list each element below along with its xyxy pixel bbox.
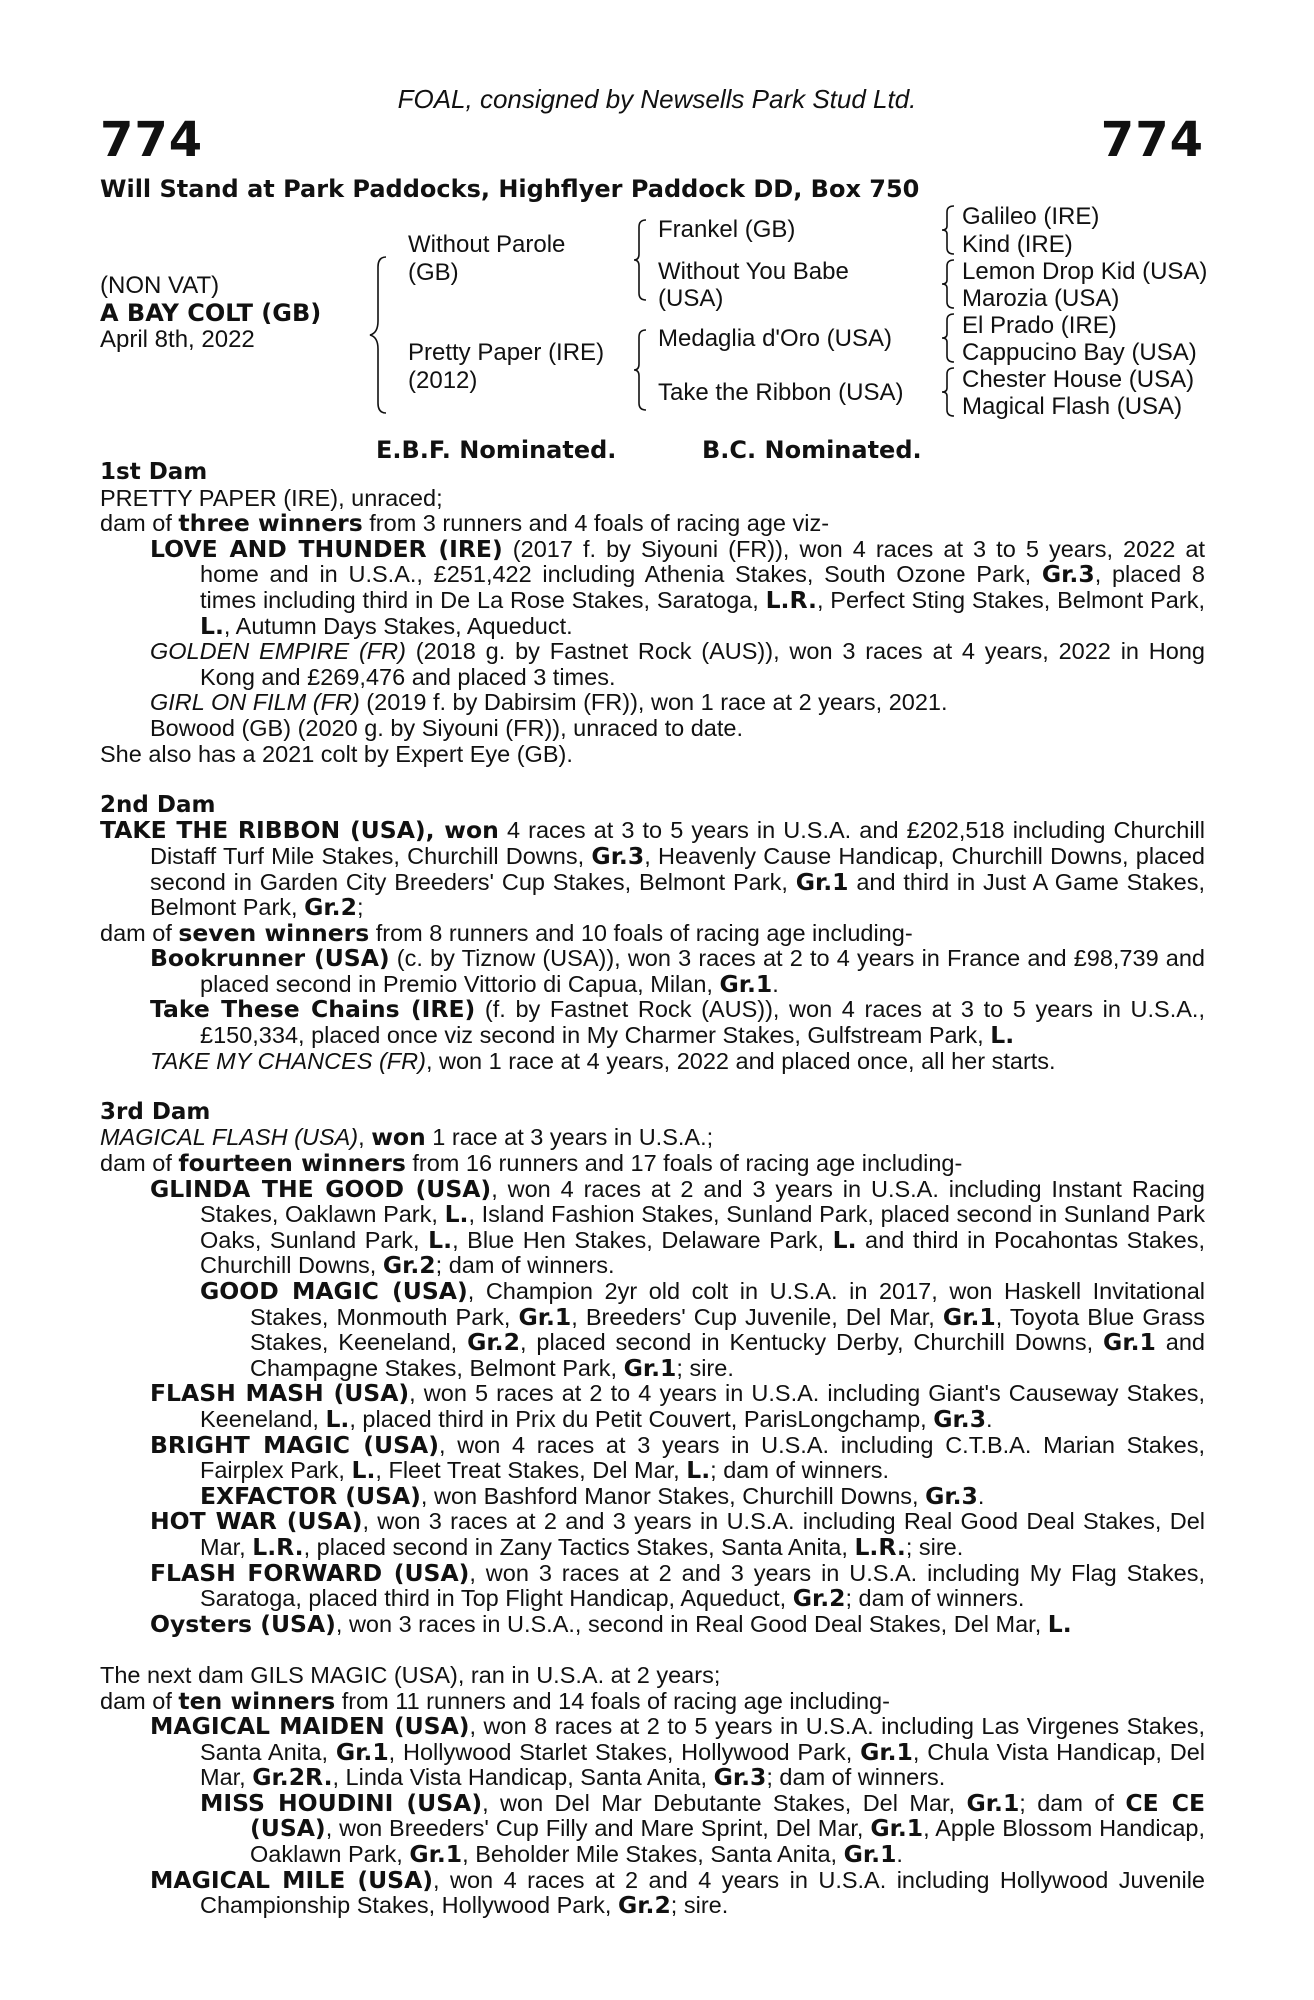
sire: Without Parole <box>408 231 566 258</box>
bc-nomination: B.C. Nominated. <box>702 436 922 464</box>
produce-entry: TAKE MY CHANCES (FR), won 1 race at 4 years, 2022 and placed once, all her starts. <box>150 1047 1056 1074</box>
produce-entry: EXFACTOR (USA), won Bashford Manor Stakes, Churchill Downs, Gr.3. <box>200 1481 985 1510</box>
produce-entry: FLASH MASH (USA), won 5 races at 2 to 4 years in U.S.A. including Giant's Causeway Stakes, Keeneland, L., placed third in Prix du Petit Couvert, ParisLongchamp, Gr.3. <box>150 1379 1205 1433</box>
brace-g34 <box>940 258 956 310</box>
produce-entry: HOT WAR (USA), won 3 races at 2 and 3 years in U.S.A. including Real Good Deal Stakes, Del Mar, L.R., placed second in Zany Tactics Stakes, Santa Anita, L.R.; sire. <box>150 1507 1205 1561</box>
section-second-dam: 2nd Dam <box>100 791 216 818</box>
sire-sire: Frankel (GB) <box>658 216 796 243</box>
consignor-line: FOAL, consigned by Newsells Park Stud Ltd. <box>397 84 917 114</box>
ancestor-3: Lemon Drop Kid (USA) <box>962 258 1208 285</box>
produce-entry: Bookrunner (USA) (c. by Tiznow (USA)), won 3 races at 2 to 4 years in France and £98,739 and placed second in Premio Vittorio di Capua, Milan, Gr.1. <box>150 944 1206 998</box>
stand-info: Will Stand at Park Paddocks, Highflyer Paddock DD, Box 750 <box>100 175 920 203</box>
next-dam-produce-summary: dam of ten winners from 11 runners and 14 foals of racing age including- <box>100 1686 890 1715</box>
lot-number-left: 774 <box>100 112 204 168</box>
vat-status: (NON VAT) <box>100 272 220 299</box>
ancestor-1: Galileo (IRE) <box>962 203 1100 230</box>
third-dam-produce-summary: dam of fourteen winners from 16 runners and 17 foals of racing age including- <box>100 1149 963 1178</box>
produce-entry: GOLDEN EMPIRE (FR) (2018 g. by Fastnet Rock (AUS)), won 3 races at 4 years, 2022 in Hong Kong and £269,476 and placed 3 times. <box>150 638 1205 690</box>
dam-year: (2012) <box>408 367 478 394</box>
catalogue-body <box>100 460 1205 1919</box>
dam-dam: Take the Ribbon (USA) <box>658 379 904 406</box>
sire-dam-brace <box>368 255 390 415</box>
ancestor-6: Cappucino Bay (USA) <box>962 339 1197 366</box>
sire-dam-country: (USA) <box>658 285 724 312</box>
produce-entry: GOOD MAGIC (USA), Champion 2yr old colt in U.S.A. in 2017, won Haskell Invitational Stakes, Monmouth Park, Gr.1, Breeders' Cup Juvenile, Del Mar, Gr.1, Toyota Blue Grass Stakes, Keeneland, Gr.2, placed second in Kentucky Derby, Churchill Downs, Gr.1 and Champagne Stakes, Belmont Park, Gr.1; sire. <box>200 1277 1206 1382</box>
ancestor-8: Magical Flash (USA) <box>962 393 1183 420</box>
produce-entry: MAGICAL MILE (USA), won 4 races at 2 and 4 years in U.S.A. including Hollywood Juvenile Championship Stakes, Hollywood Park, Gr.2; sire. <box>150 1865 1205 1920</box>
produce-entry: GIRL ON FILM (FR) (2019 f. by Dabirsim (FR)), won 1 race at 2 years, 2021. <box>150 689 948 716</box>
ancestor-4: Marozia (USA) <box>962 285 1120 312</box>
dam-sire: Medaglia d'Oro (USA) <box>658 325 892 352</box>
sire-line-brace <box>632 218 648 302</box>
produce-entry: Take These Chains (IRE) (f. by Fastnet Rock (AUS)), won 4 races at 3 to 5 years in U.S.A., £150,334, placed once viz second in My Charmer Stakes, Gulfstream Park, L. <box>150 995 1205 1050</box>
ancestor-5: El Prado (IRE) <box>962 312 1117 339</box>
section-third-dam: 3rd Dam <box>100 1098 211 1125</box>
section-first-dam: 1st Dam <box>100 459 208 485</box>
produce-entry: GLINDA THE GOOD (USA), won 4 races at 2 and 3 years in U.S.A. including Instant Racing Stakes, Oaklawn Park, L., Island Fashion Stakes, Sunland Park, placed second in Sunland Park Oaks, Sunland Park, L., Blue Hen Stakes, Delaware Park, L. and third in Pocahontas Stakes, Churchill Downs, Gr.2; dam of winners. <box>150 1174 1206 1280</box>
brace-g78 <box>940 366 956 418</box>
second-dam-produce-summary: dam of seven winners from 8 runners and 10 foals of racing age including- <box>100 918 913 947</box>
ebf-nomination: E.B.F. Nominated. <box>376 436 617 464</box>
dam-produce-summary: dam of three winners from 3 runners and 4 foals of racing age viz- <box>100 509 830 538</box>
brace-g12 <box>940 204 956 256</box>
ancestor-2: Kind (IRE) <box>962 231 1073 258</box>
third-dam-record: MAGICAL FLASH (USA), won 1 race at 3 years in U.S.A.; <box>100 1123 714 1152</box>
lot-number-right: 774 <box>1100 112 1204 168</box>
dam: Pretty Paper (IRE) <box>408 339 605 366</box>
next-dam-record: The next dam GILS MAGIC (USA), ran in U.S.A. at 2 years; <box>100 1661 721 1688</box>
produce-entry: Bowood (GB) (2020 g. by Siyouni (FR)), unraced to date. <box>150 714 744 741</box>
produce-note: She also has a 2021 colt by Expert Eye (GB). <box>100 740 573 767</box>
second-dam-record: TAKE THE RIBBON (USA), won 4 races at 3 to 5 years in U.S.A. and £202,518 including Churchill Distaff Turf Mile Stakes, Churchill Downs, Gr.3, Heavenly Cause Handicap, Churchill Downs, placed second in Garden City Breeders' Cup Stakes, Belmont Park, Gr.1 and third in Just A Game Stakes, Belmont Park, Gr.2; <box>100 816 1205 922</box>
produce-entry: FLASH FORWARD (USA), won 3 races at 2 and 3 years in U.S.A. including My Flag Stakes, Saratoga, placed third in Top Flight Handicap, Aqueduct, Gr.2; dam of winners. <box>150 1558 1205 1613</box>
produce-entry: MISS HOUDINI (USA), won Del Mar Debutante Stakes, Del Mar, Gr.1; dam of CE CE (USA), won Breeders' Cup Filly and Mare Sprint, Del Mar, Gr.1, Apple Blossom Handicap, Oaklawn Park, Gr.1, Beholder Mile Stakes, Santa Anita, Gr.1. <box>200 1788 1206 1869</box>
brace-g56 <box>940 312 956 364</box>
lot-name: A BAY COLT (GB) <box>100 299 322 327</box>
ancestor-7: Chester House (USA) <box>962 366 1195 393</box>
dam-line-brace <box>632 328 648 412</box>
date-of-birth: April 8th, 2022 <box>100 326 255 353</box>
sire-dam: Without You Babe <box>658 258 849 285</box>
produce-entry: MAGICAL MAIDEN (USA), won 8 races at 2 to 5 years in U.S.A. including Las Virgenes Stakes, Santa Anita, Gr.1, Hollywood Starlet Stakes, Hollywood Park, Gr.1, Chula Vista Handicap, Del Mar, Gr.2R., Linda Vista Handicap, Santa Anita, Gr.3; dam of winners. <box>150 1712 1205 1792</box>
dam-line: PRETTY PAPER (IRE), unraced; <box>100 484 443 511</box>
sire-country: (GB) <box>408 259 459 286</box>
produce-entry: Oysters (USA), won 3 races in U.S.A., second in Real Good Deal Stakes, Del Mar, L. <box>150 1609 1072 1638</box>
produce-entry: LOVE AND THUNDER (IRE) (2017 f. by Siyouni (FR)), won 4 races at 3 to 5 years, 2022 at home and in U.S.A., £251,422 including Athenia Stakes, South Ozone Park, Gr.3, placed 8 times including third in De La Rose Stakes, Saratoga, L.R., Perfect Sting Stakes, Belmont Park, L., Autumn Days Stakes, Aqueduct. <box>150 534 1206 640</box>
produce-entry: BRIGHT MAGIC (USA), won 4 races at 3 years in U.S.A. including C.T.B.A. Marian Stakes, Fairplex Park, L., Fleet Treat Stakes, Del Mar, L.; dam of winners. <box>150 1430 1205 1485</box>
